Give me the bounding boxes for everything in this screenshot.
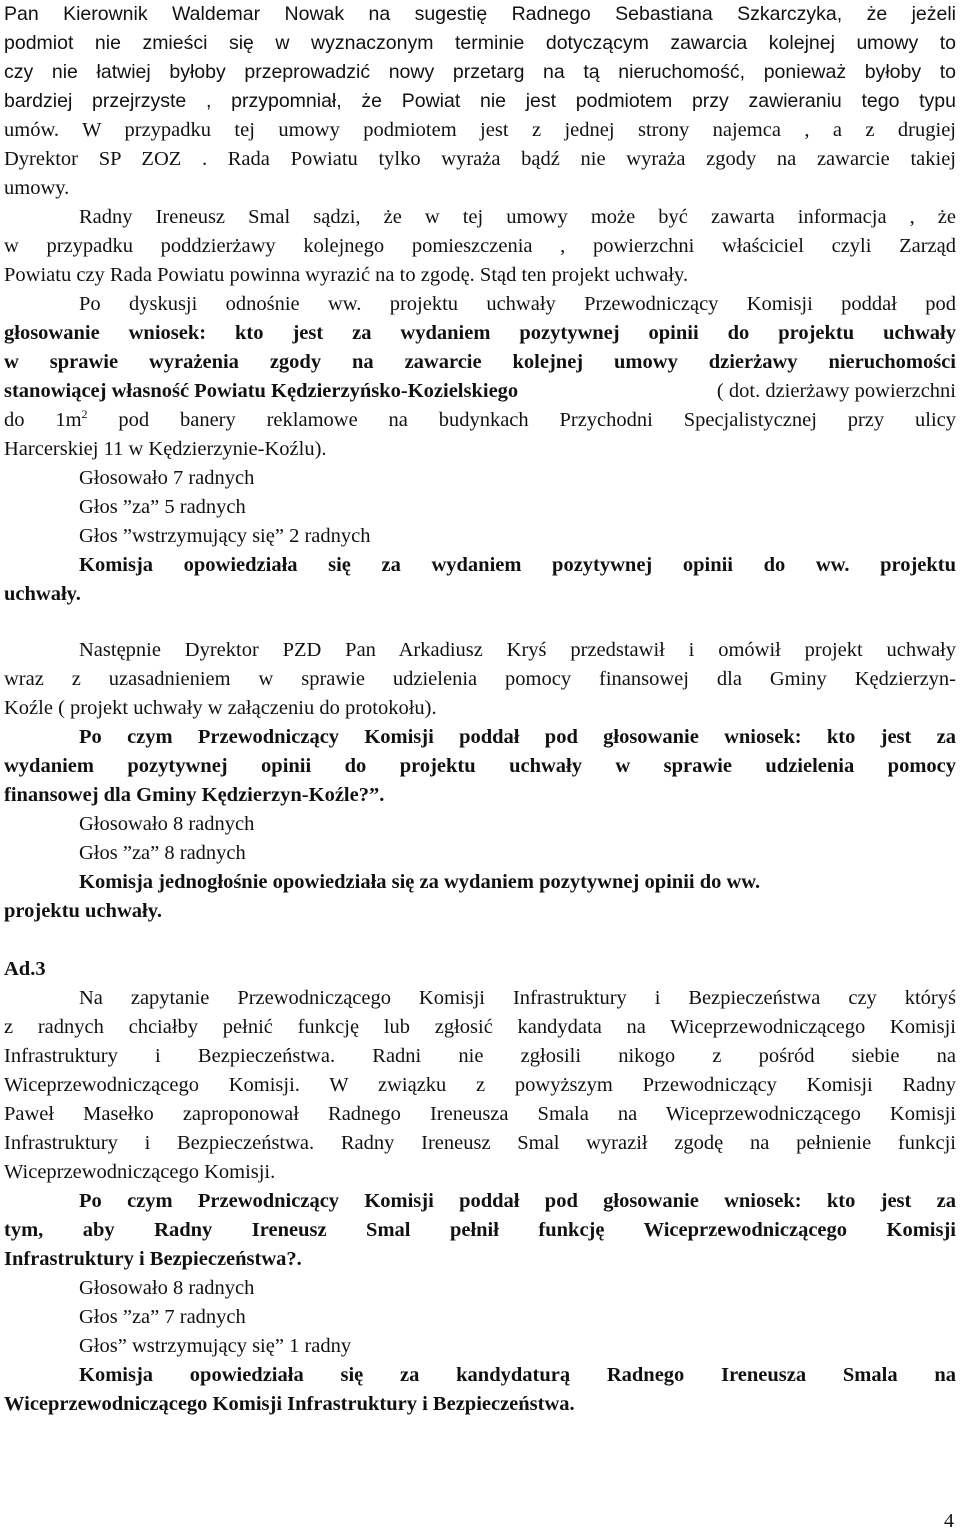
text-line: Wiceprzewodniczącego Komisji Infrastruktury i Bezpieczeństwa. xyxy=(4,1393,575,1415)
vote-count: Głos” wstrzymujący się” 1 radny xyxy=(79,1335,352,1357)
text-line: podmiot nie zmieści się w wyznaczonym terminie dotyczącym zawarcia kolejnej umowy to xyxy=(4,32,956,54)
vote-count: Głos ”za” 8 radnych xyxy=(79,842,246,864)
text-line: Po dyskusji odnośnie ww. projektu uchwały Przewodniczący Komisji poddał pod xyxy=(79,293,956,315)
vote-count: Głosowało 8 radnych xyxy=(79,813,255,835)
text-line: Komisja opowiedziała się za kandydaturą Radnego Ireneusza Smala na xyxy=(79,1364,956,1386)
vote-count: Głosowało 7 radnych xyxy=(79,467,255,489)
text-line: Komisja jednogłośnie opowiedziała się za wydaniem pozytywnej opinii do ww. xyxy=(79,871,761,893)
text-line xyxy=(4,377,956,405)
page-number: 4 xyxy=(944,1510,954,1532)
text-span: ( dot. dzierżawy powierzchni xyxy=(716,380,956,402)
text-line: Pan Kierownik Waldemar Nowak na sugestię Radnego Sebastiana Szkarczyka, że jeżeli xyxy=(4,3,956,25)
text-line: czy nie łatwiej byłoby przeprowadzić nowy przetarg na tą nieruchomość, ponieważ byłoby to xyxy=(4,61,956,83)
text-line: Paweł Masełko zaproponował Radnego Ireneusza Smala na Wiceprzewodniczącego Komisji xyxy=(4,1103,956,1125)
text-line: w przypadku poddzierżawy kolejnego pomieszczenia , powierzchni właściciel czyli Zarząd xyxy=(4,235,956,257)
text-line: Po czym Przewodniczący Komisji poddał pod głosowanie wniosek: kto jest za xyxy=(79,726,956,748)
text-line: Infrastruktury i Bezpieczeństwa. Radni nie zgłosili nikogo z pośród siebie na xyxy=(4,1045,956,1067)
text-line: finansowej dla Gminy Kędzierzyn-Koźle?”. xyxy=(4,784,385,806)
vote-count: Głos ”za” 7 radnych xyxy=(79,1306,246,1328)
text-line: uchwały. xyxy=(4,583,81,605)
text-span: pod banery reklamowe na budynkach Przychodni Specjalistycznej przy ulicy xyxy=(87,409,956,431)
text-line: Radny Ireneusz Smal sądzi, że w tej umowy może być zawarta informacja , że xyxy=(79,206,956,228)
text-line: bardziej przejrzyste , przypomniał, że Powiat nie jest podmiotem przy zawieraniu tego typu xyxy=(4,90,956,112)
text-line: Powiatu czy Rada Powiatu powinna wyrazić na to zgodę. Stąd ten projekt uchwały. xyxy=(4,264,689,286)
section-heading: Ad.3 xyxy=(4,958,46,980)
text-line: Dyrektor SP ZOZ . Rada Powiatu tylko wyraża bądź nie wyraża zgody na zawarcie takiej xyxy=(4,148,956,170)
vote-count: Głosowało 8 radnych xyxy=(79,1277,255,1299)
text-line: Infrastruktury i Bezpieczeństwa?. xyxy=(4,1248,302,1270)
text-line: Wiceprzewodniczącego Komisji. W związku z powyższym Przewodniczący Komisji Radny xyxy=(4,1074,956,1096)
text-line: wydaniem pozytywnej opinii do projektu uchwały w sprawie udzielenia pomocy xyxy=(4,755,956,777)
text-line: wraz z uzasadnieniem w sprawie udzielenia pomocy finansowej dla Gminy Kędzierzyn- xyxy=(4,668,956,690)
text-line xyxy=(4,406,956,434)
text-line: w sprawie wyrażenia zgody na zawarcie kolejnej umowy dzierżawy nieruchomości xyxy=(4,351,956,373)
text-line: Wiceprzewodniczącego Komisji. xyxy=(4,1161,276,1183)
text-line: Infrastruktury i Bezpieczeństwa. Radny Ireneusz Smal wyraził zgodę na pełnienie funkcji xyxy=(4,1132,956,1154)
text-line: umowy. xyxy=(4,177,70,199)
text-line: Komisja opowiedziała się za wydaniem pozytywnej opinii do ww. projektu xyxy=(79,554,956,576)
text-line: Następnie Dyrektor PZD Pan Arkadiusz Kryś przedstawił i omówił projekt uchwały xyxy=(79,639,956,661)
text-line: Koźle ( projekt uchwały w załączeniu do protokołu). xyxy=(4,697,437,719)
vote-count: Głos ”za” 5 radnych xyxy=(79,496,246,518)
text-line: Na zapytanie Przewodniczącego Komisji Infrastruktury i Bezpieczeństwa czy któryś xyxy=(79,987,956,1009)
text-line: z radnych chciałby pełnić funkcję lub zgłosić kandydata na Wiceprzewodniczącego Komisji xyxy=(4,1016,956,1038)
text-line: projektu uchwały. xyxy=(4,900,162,922)
superscript: 2 xyxy=(81,407,88,422)
text-line: tym, aby Radny Ireneusz Smal pełnił funkcję Wiceprzewodniczącego Komisji xyxy=(4,1219,956,1241)
text-span: do 1m xyxy=(4,409,82,431)
text-line: Po czym Przewodniczący Komisji poddał pod głosowanie wniosek: kto jest za xyxy=(79,1190,956,1212)
text-line: umów. W przypadku tej umowy podmiotem jest z jednej strony najemca , a z drugiej xyxy=(4,119,956,141)
text-span-bold: stanowiącej własność Powiatu Kędzierzyńsko-Kozielskiego xyxy=(4,380,519,402)
vote-count: Głos ”wstrzymujący się” 2 radnych xyxy=(79,525,371,547)
text-line: Harcerskiej 11 w Kędzierzynie-Koźlu). xyxy=(4,438,327,460)
text-line: głosowanie wniosek: kto jest za wydaniem pozytywnej opinii do projektu uchwały xyxy=(4,322,956,344)
